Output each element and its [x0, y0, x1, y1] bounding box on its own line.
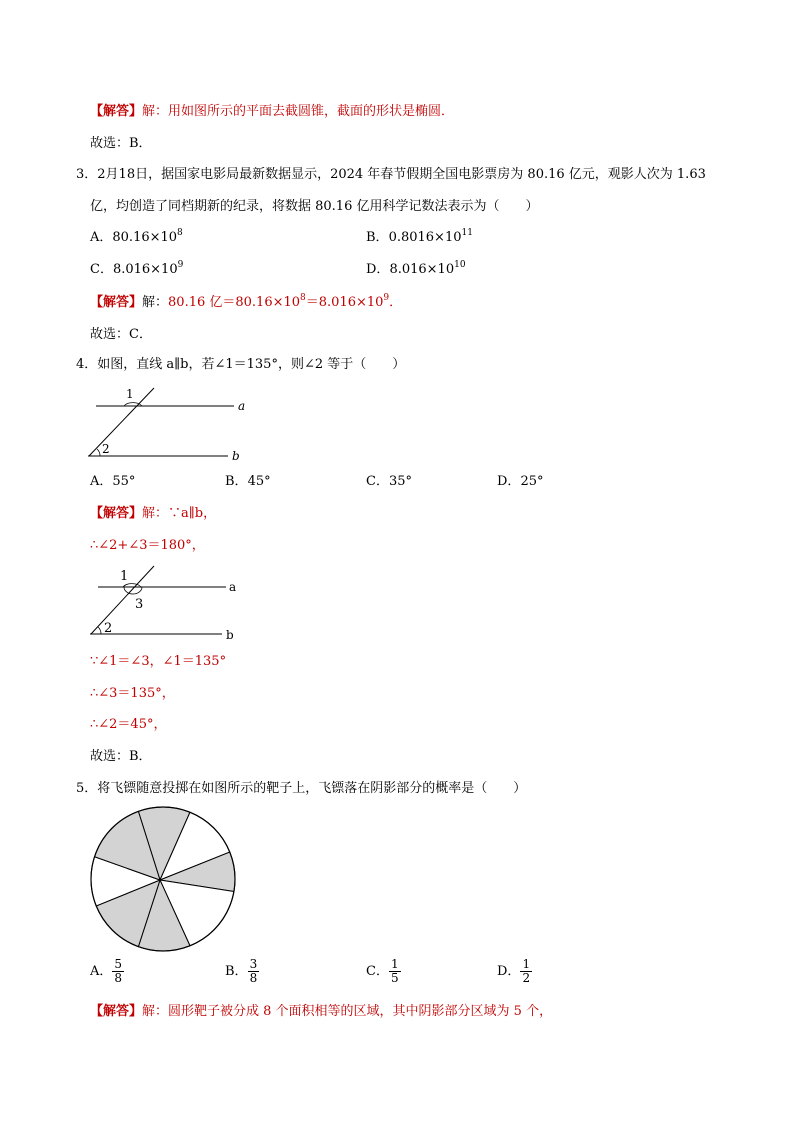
- q4-answer-line3: ∵∠1＝∠3，∠1＝135°: [90, 654, 227, 669]
- solution-2-choice: 故选：B．: [90, 136, 152, 151]
- q4-option-c: C．35°: [366, 474, 412, 489]
- q4-solution-figure: [86, 562, 246, 644]
- q3-choice: 故选：C．: [90, 327, 152, 342]
- q4-answer-line1: 【解答】解：∵a∥b，: [90, 506, 217, 521]
- answer-label: 【解答】: [90, 1004, 143, 1019]
- q4-choice: 故选：B．: [90, 749, 152, 764]
- solution-2-line: [90, 103, 454, 121]
- q4-figure: [86, 380, 266, 460]
- answer-label: 【解答】: [90, 295, 143, 310]
- angle2-label: 2: [104, 621, 113, 636]
- q4-answer-line4: ∴∠3＝135°，: [90, 686, 175, 701]
- q3-option-b: B．$0.8016\times 10^{11}$: [366, 228, 473, 245]
- q5-option-d: D． $\frac{1}{2}$: [497, 957, 531, 985]
- q4-stem: 4．如图，直线 a∥b，若∠1＝135°，则∠2 等于（ ）: [76, 357, 406, 372]
- q3-stem-line2: 亿，均创造了同档期新的纪录，将数据 80.16 亿用科学记数法表示为（ ）: [90, 199, 539, 214]
- q4-option-d: D．25°: [497, 474, 544, 489]
- q5-dartboard: [88, 804, 238, 954]
- angle1-label: 1: [120, 569, 129, 584]
- q3-stem-line1: 3．2月18日，据国家电影局最新数据显示，2024 年春节假期全国电影票房为 80.16 亿元，观影人次为 1.63: [76, 167, 706, 182]
- q4-answer-line5: ∴∠2＝45°，: [90, 717, 167, 732]
- q5-option-a: A． $\frac{5}{8}$: [90, 957, 123, 985]
- q4-option-a: A．55°: [90, 474, 136, 489]
- angle3-label: 3: [135, 597, 144, 612]
- angle1-label: 1: [126, 387, 134, 401]
- q3-option-a: A．$80.16\times 10^8$: [90, 228, 183, 245]
- q3-option-c: C．$8.016\times 10^9$: [90, 260, 184, 277]
- line-b-label: b: [232, 449, 240, 460]
- answer-label: 【解答】: [90, 506, 143, 521]
- q4-option-b: B．45°: [225, 474, 271, 489]
- answer-text: 解：用如图所示的平面去截圆锥，截面的形状是椭圆．: [142, 104, 455, 119]
- q4-answer-line2: ∴∠2+∠3＝180°，: [90, 538, 205, 553]
- q5-option-c: C． $\frac{1}{5}$: [366, 957, 399, 985]
- q3-option-d: D．$8.016\times 10^{10}$: [366, 260, 466, 277]
- q5-stem: 5．将飞镖随意投掷在如图所示的靶子上，飞镖落在阴影部分的概率是（ ）: [76, 781, 527, 796]
- q3-answer-line: 【解答】解：80.16 亿$=80.16\times 10^8=8.016\times 10^9$．: [90, 293, 403, 310]
- line-b-label: b: [226, 628, 234, 642]
- angle2-arc: [97, 449, 100, 456]
- angle1-arc: [123, 584, 141, 587]
- answer-label: 【解答】: [90, 104, 143, 119]
- line-a-label: a: [229, 580, 237, 594]
- transversal: [89, 388, 154, 456]
- q5-option-b: B． $\frac{3}{8}$: [225, 957, 258, 985]
- line-a-label: a: [238, 399, 246, 413]
- q5-answer-line: 【解答】解：圆形靶子被分成 8 个面积相等的区域，其中阴影部分区域为 5 个，: [90, 1004, 553, 1019]
- angle2-arc: [98, 627, 101, 634]
- angle2-label: 2: [102, 442, 110, 456]
